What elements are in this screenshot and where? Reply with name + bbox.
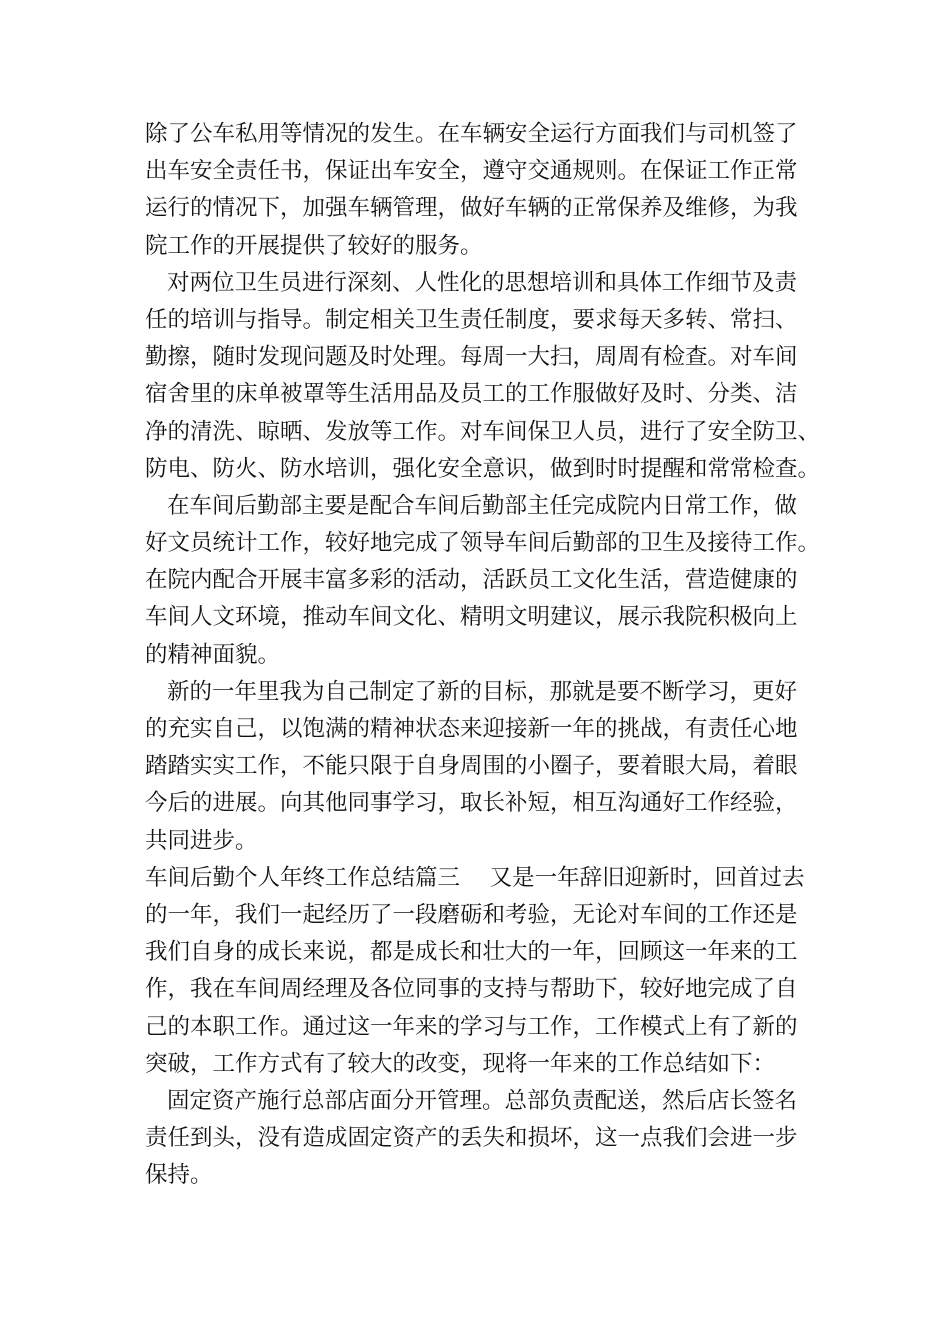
text-line: 突破，工作方式有了较大的改变，现将一年来的工作总结如下： bbox=[145, 1050, 776, 1077]
text-line: 我们自身的成长来说，都是成长和壮大的一年，回顾这一年来的工 bbox=[145, 939, 798, 966]
text-line: 防电、防火、防水培训，强化安全意识，做到时时提醒和常常检查。 bbox=[145, 455, 821, 482]
text-line: 车间后勤个人年终工作总结篇三 又是一年辞旧迎新时，回首过去 bbox=[145, 864, 805, 891]
text-line: 今后的进展。向其他同事学习，取长补短，相互沟通好工作经验， bbox=[145, 790, 798, 817]
text-line: 好文员统计工作，较好地完成了领导车间后勤部的卫生及接待工作。 bbox=[145, 530, 821, 557]
text-line: 在车间后勤部主要是配合车间后勤部主任完成院内日常工作，做 bbox=[167, 492, 798, 519]
text-line: 共同进步。 bbox=[145, 827, 258, 854]
text-line: 运行的情况下，加强车辆管理，做好车辆的正常保养及维修，为我 bbox=[145, 195, 798, 222]
text-line: 新的一年里我为自己制定了新的目标，那就是要不断学习，更好 bbox=[167, 678, 798, 705]
text-line: 在院内配合开展丰富多彩的活动，活跃员工文化生活，营造健康的 bbox=[145, 567, 798, 594]
text-line: 责任到头，没有造成固定资产的丢失和损坏，这一点我们会进一步 bbox=[145, 1125, 798, 1152]
text-line: 对两位卫生员进行深刻、人性化的思想培训和具体工作细节及责 bbox=[167, 269, 798, 296]
text-line: 车间人文环境，推动车间文化、精明文明建议，展示我院积极向上 bbox=[145, 604, 798, 631]
text-line: 己的本职工作。通过这一年来的学习与工作，工作模式上有了新的 bbox=[145, 1013, 798, 1040]
text-line: 除了公车私用等情况的发生。在车辆安全运行方面我们与司机签了 bbox=[145, 121, 798, 147]
text-line: 的充实自己，以饱满的精神状态来迎接新一年的挑战，有责任心地 bbox=[145, 716, 798, 742]
text-line: 宿舍里的床单被罩等生活用品及员工的工作服做好及时、分类、洁 bbox=[145, 381, 798, 408]
text-line: 作，我在车间周经理及各位同事的支持与帮助下，较好地完成了自 bbox=[145, 976, 798, 1003]
text-line: 任的培训与指导。制定相关卫生责任制度，要求每天多转、常扫、 bbox=[145, 306, 798, 333]
text-line: 的精神面貌。 bbox=[145, 641, 281, 668]
document-body bbox=[145, 116, 825, 1194]
text-line: 保持。 bbox=[145, 1162, 213, 1189]
text-line: 踏踏实实工作，不能只限于自身周围的小圈子，要着眼大局，着眼 bbox=[145, 753, 798, 780]
text-line: 院工作的开展提供了较好的服务。 bbox=[145, 232, 483, 259]
text-line: 固定资产施行总部店面分开管理。总部负责配送，然后店长签名 bbox=[167, 1087, 798, 1114]
text-line: 净的清洗、晾晒、发放等工作。对车间保卫人员，进行了安全防卫、 bbox=[145, 418, 821, 445]
text-line: 出车安全责任书，保证出车安全，遵守交通规则。在保证工作正常 bbox=[145, 158, 798, 185]
text-line: 勤擦，随时发现问题及时处理。每周一大扫，周周有检查。对车间 bbox=[145, 344, 798, 371]
text-line: 的一年，我们一起经历了一段磨砺和考验，无论对车间的工作还是 bbox=[145, 901, 798, 928]
